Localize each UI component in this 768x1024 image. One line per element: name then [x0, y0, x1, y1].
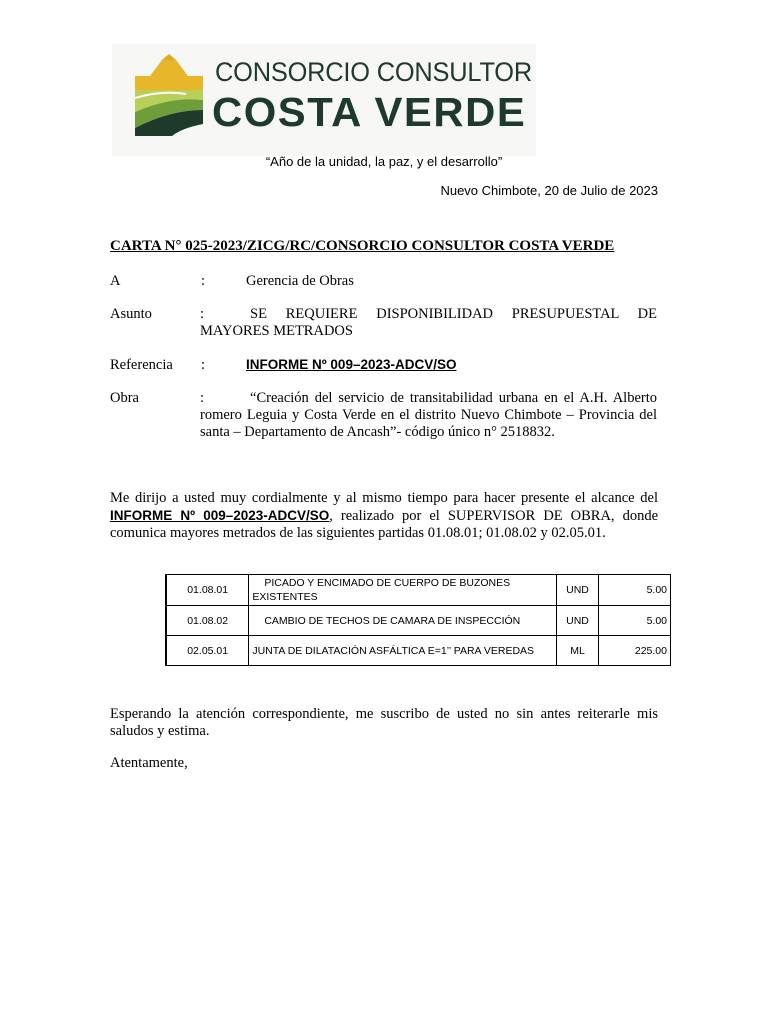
- field-colon-referencia: :: [201, 357, 206, 373]
- field-label-a: A: [110, 273, 121, 289]
- table-row: [166, 636, 671, 666]
- table-row: [166, 575, 671, 606]
- field-label-referencia: Referencia: [110, 357, 173, 373]
- partidas-table-body: [166, 575, 671, 666]
- item-code: 02.05.01: [166, 636, 249, 666]
- closing-text: Atentamente,: [110, 755, 188, 771]
- item-quantity: 5.00: [598, 606, 670, 636]
- item-code: 01.08.01: [166, 575, 249, 606]
- item-description-text: CAMBIO DE TECHOS DE CAMARA DE INSPECCIÓN: [264, 614, 521, 627]
- colon-asunto: :: [200, 306, 205, 322]
- field-value-a: Gerencia de Obras: [246, 273, 354, 289]
- year-motto: “Año de la unidad, la paz, y el desarrollo”: [265, 154, 503, 169]
- field-label-asunto: Asunto: [110, 306, 152, 322]
- field-value-referencia: INFORME Nº 009–2023-ADCV/SO: [246, 357, 457, 372]
- body-p1-start: Me dirijo a usted muy cordialmente y al mismo tiempo para hacer presente el alcance del: [110, 490, 658, 506]
- logo-text-consorcio: CONSORCIO CONSULTOR: [215, 57, 533, 87]
- item-quantity: 5.00: [598, 575, 670, 606]
- item-description-text: PICADO Y ENCIMADO DE CUERPO DE BUZONES EXISTENTES: [252, 577, 511, 603]
- item-unit: UND: [557, 575, 599, 606]
- partidas-table: [165, 574, 671, 666]
- field-colon-a: :: [201, 273, 206, 289]
- letter-date: Nuevo Chimbote, 20 de Julio de 2023: [440, 183, 658, 198]
- body-p1-informe-ref: INFORME Nº 009–2023-ADCV/SO: [110, 508, 330, 523]
- item-code: 01.08.02: [166, 606, 249, 636]
- asunto-text: SE REQUIERE DISPONIBILIDAD PRESUPUESTAL DE MAYORES METRADOS: [200, 306, 657, 339]
- consortium-logo-icon: [132, 54, 206, 136]
- item-unit: ML: [557, 636, 599, 666]
- item-description: [249, 575, 557, 606]
- item-description: [249, 606, 557, 636]
- table-row: [166, 606, 671, 636]
- item-unit: UND: [557, 606, 599, 636]
- letterhead-logo: [112, 44, 536, 156]
- field-value-asunto: [200, 306, 657, 340]
- field-value-obra: [200, 390, 657, 441]
- colon-obra: :: [200, 390, 205, 406]
- logo-text-costa-verde: COSTA VERDE: [212, 89, 527, 135]
- obra-text: “Creación del servicio de transitabilidad urbana en el A.H. Alberto romero Leguia y Costa Verde en el distrito Nuevo Chimbote – Provincia del santa – Departamento de Ancash”- código único n° 2518832.: [200, 390, 657, 440]
- item-quantity: 225.00: [598, 636, 670, 666]
- body-paragraph-2: Esperando la atención correspondiente, me suscribo de usted no sin antes reiterarle mis saludos y estima.: [110, 706, 658, 739]
- field-label-obra: Obra: [110, 390, 139, 406]
- letter-title: CARTA N° 025-2023/ZICG/RC/CONSORCIO CONSULTOR COSTA VERDE: [110, 238, 615, 254]
- body-p1-end: , realizado por el SUPERVISOR DE OBRA, donde comunica mayores metrados de las siguientes partidas 01.08.01; 01.08.02 y 02.05.01.: [110, 508, 658, 541]
- body-paragraph-1: [110, 490, 658, 542]
- item-description: JUNTA DE DILATACIÓN ASFÁLTICA E=1’’ PARA VEREDAS: [249, 636, 557, 666]
